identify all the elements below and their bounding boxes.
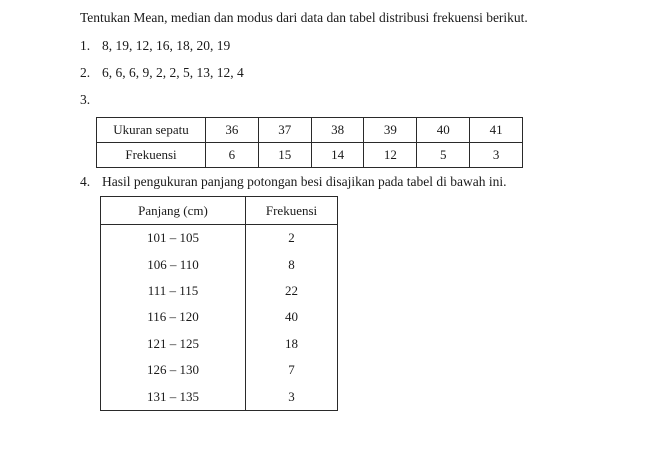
table-cell: 14 [311, 143, 364, 168]
table-cell: 3 [470, 143, 523, 168]
range-cell: 101 – 105 [101, 225, 246, 252]
table-row [101, 251, 338, 277]
question-number: 1. [80, 38, 91, 53]
table-cell: 15 [258, 143, 311, 168]
table-row [101, 331, 338, 357]
column-header: Panjang (cm) [101, 197, 246, 225]
question-number: 4. [80, 174, 91, 189]
table-cell: 37 [258, 118, 311, 143]
question-text: 8, 19, 12, 16, 18, 20, 19 [102, 38, 231, 53]
range-cell: 106 – 110 [101, 251, 246, 277]
row-label: Frekuensi [97, 143, 206, 168]
question-1 [80, 38, 230, 54]
table-cell: 6 [206, 143, 259, 168]
range-cell: 126 – 130 [101, 357, 246, 383]
question-text: Hasil pengukuran panjang potongan besi disajikan pada tabel di bawah ini. [102, 174, 507, 189]
frequency-cell: 2 [246, 225, 338, 252]
table-row [101, 304, 338, 330]
table-cell: 38 [311, 118, 364, 143]
row-label: Ukuran sepatu [97, 118, 206, 143]
question-number: 2. [80, 65, 91, 80]
table-cell: 5 [417, 143, 470, 168]
table-row [101, 357, 338, 383]
range-cell: 116 – 120 [101, 304, 246, 330]
table-row [97, 143, 523, 168]
frequency-cell: 18 [246, 331, 338, 357]
range-cell: 111 – 115 [101, 278, 246, 304]
question-2 [80, 65, 244, 81]
table-cell: 36 [206, 118, 259, 143]
table-row [97, 118, 523, 143]
question-number: 3. [80, 92, 91, 107]
table-row [101, 383, 338, 410]
frequency-cell: 22 [246, 278, 338, 304]
question-3 [80, 92, 102, 108]
table-cell: 39 [364, 118, 417, 143]
question-text: 6, 6, 6, 9, 2, 2, 5, 13, 12, 4 [102, 65, 244, 80]
frequency-cell: 8 [246, 251, 338, 277]
table-cell: 41 [470, 118, 523, 143]
range-cell: 121 – 125 [101, 331, 246, 357]
table-cell: 40 [417, 118, 470, 143]
frequency-cell: 40 [246, 304, 338, 330]
range-cell: 131 – 135 [101, 383, 246, 410]
frequency-cell: 3 [246, 383, 338, 410]
frequency-cell: 7 [246, 357, 338, 383]
instruction-text: Tentukan Mean, median dan modus dari data dan tabel distribusi frekuensi berikut. [80, 10, 528, 25]
column-header: Frekuensi [246, 197, 338, 225]
iron-length-table [100, 196, 338, 411]
table-cell: 12 [364, 143, 417, 168]
shoe-size-table [96, 117, 523, 168]
table-header-row [101, 197, 338, 225]
question-4 [80, 174, 507, 190]
table-row [101, 278, 338, 304]
table-row [101, 225, 338, 252]
